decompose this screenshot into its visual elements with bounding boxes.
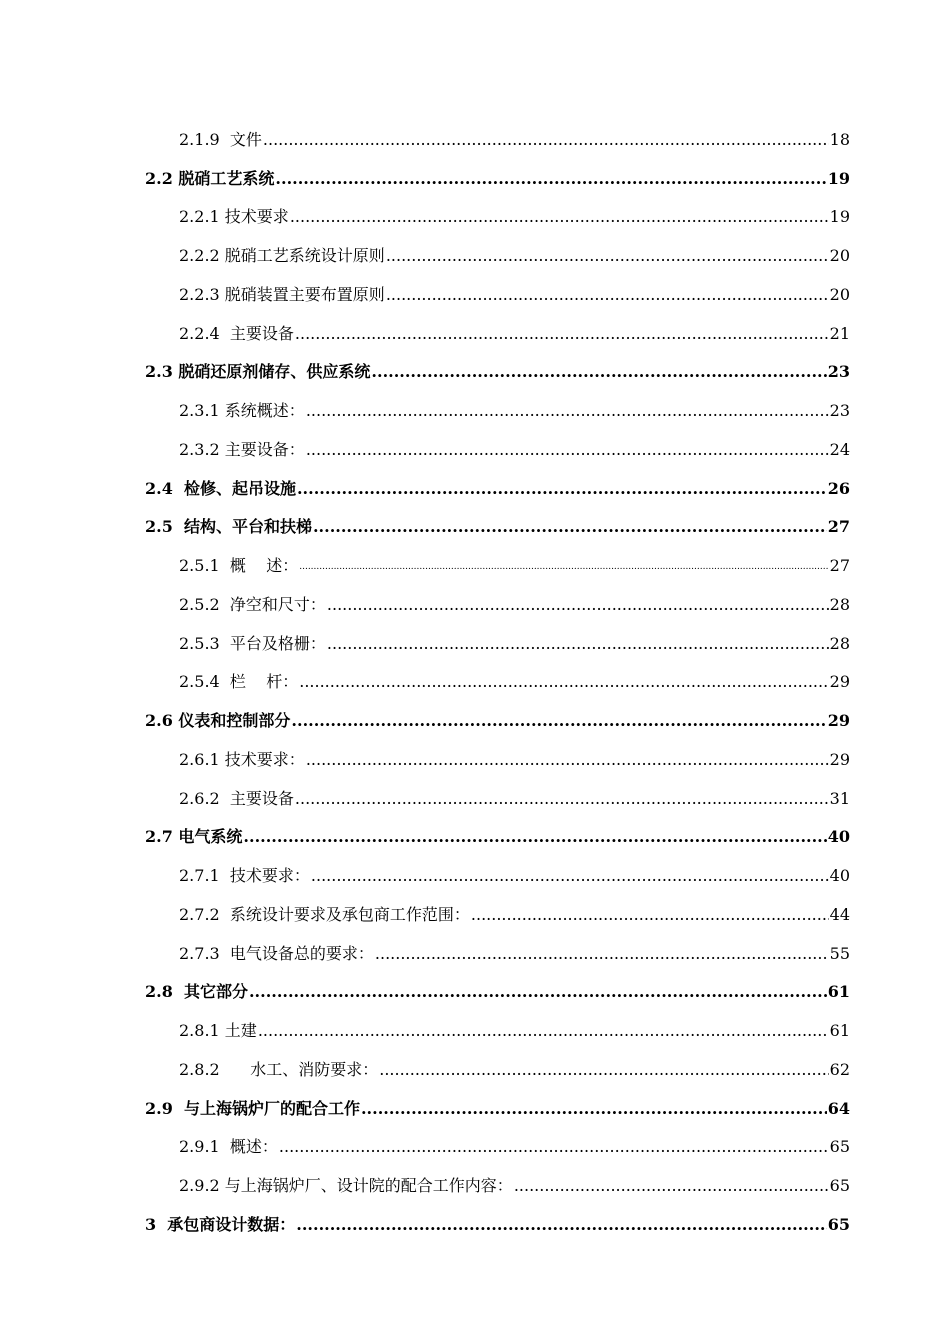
toc-subsection-entry[interactable] — [145, 382, 850, 421]
toc-page-number: 27 — [827, 517, 850, 537]
toc-dot-leader — [295, 789, 829, 809]
toc-page-number: 29 — [827, 711, 850, 730]
toc-dot-leader — [375, 944, 829, 964]
toc-page-number: 65 — [829, 1137, 850, 1157]
toc-entry-title: 2.5.3 平台及格栅： — [179, 633, 326, 653]
toc-dot-leader — [327, 634, 829, 654]
toc-subsection-entry[interactable] — [145, 305, 850, 344]
toc-subsection-entry[interactable] — [145, 1002, 850, 1041]
toc-dot-leader — [471, 905, 829, 925]
toc-entry-title: 2.4 检修、起吊设施 — [145, 478, 296, 498]
toc-page-number: 31 — [829, 788, 850, 808]
toc-entry-title: 2.2.1 技术要求 — [179, 207, 289, 227]
toc-page-number: 65 — [829, 1176, 850, 1195]
toc-subsection-entry[interactable] — [145, 266, 850, 305]
toc-entry-title: 2.6.2 主要设备 — [179, 788, 294, 808]
toc-page-number: 29 — [829, 672, 850, 692]
toc-entry-title: 2.5 结构、平台和扶梯 — [145, 517, 312, 537]
toc-entry-title: 2.9.2 与上海锅炉厂、设计院的配合工作内容： — [179, 1176, 513, 1195]
toc-entry-title: 2.7.3 电气设备总的要求： — [179, 943, 374, 963]
toc-page-number: 55 — [829, 943, 850, 963]
toc-section-entry[interactable] — [145, 809, 850, 848]
toc-page-number: 24 — [829, 439, 850, 459]
toc-entry-title: 2.2.2 脱硝工艺系统设计原则 — [179, 246, 385, 265]
toc-page-number: 40 — [827, 827, 850, 847]
toc-page-number: 40 — [829, 866, 850, 885]
toc-dot-leader — [299, 558, 828, 576]
toc-subsection-entry[interactable] — [145, 576, 850, 615]
toc-dot-leader — [386, 246, 829, 266]
toc-page-number: 64 — [827, 1098, 850, 1118]
toc-entry-title: 2.7.1 技术要求： — [179, 866, 310, 885]
toc-subsection-entry[interactable] — [145, 847, 850, 886]
toc-subsection-entry[interactable] — [145, 189, 850, 228]
toc-dot-leader — [379, 1060, 828, 1080]
toc-page-number: 19 — [829, 207, 850, 227]
toc-dot-leader — [361, 1099, 827, 1119]
toc-subsection-entry[interactable] — [145, 654, 850, 693]
toc-entry-title: 2.7.2 系统设计要求及承包商工作范围： — [179, 904, 470, 924]
toc-entry-title: 2.2.3 脱硝装置主要布置原则 — [179, 284, 385, 304]
toc-entry-title: 3 承包商设计数据： — [145, 1214, 296, 1234]
toc-subsection-entry[interactable] — [145, 615, 850, 654]
toc-entry-title: 2.9.1 概述： — [179, 1137, 278, 1157]
table-of-contents — [145, 111, 850, 1235]
toc-entry-title: 2.3 脱硝还原剂储存、供应系统 — [145, 362, 371, 382]
toc-dot-leader — [371, 362, 826, 382]
toc-subsection-entry[interactable] — [145, 1119, 850, 1158]
toc-page-number: 21 — [829, 323, 850, 343]
toc-dot-leader — [291, 711, 826, 731]
toc-dot-leader — [279, 1137, 829, 1157]
toc-entry-title: 2.2.4 主要设备 — [179, 323, 294, 343]
toc-page-number: 23 — [827, 362, 850, 382]
toc-section-entry[interactable] — [145, 1196, 850, 1235]
toc-dot-leader — [311, 866, 829, 886]
toc-entry-title: 2.6.1 技术要求： — [179, 749, 305, 769]
toc-section-entry[interactable] — [145, 964, 850, 1003]
toc-section-entry[interactable] — [145, 692, 850, 731]
toc-entry-title: 2.1.9 文件 — [179, 129, 262, 149]
toc-dot-leader — [306, 401, 829, 421]
toc-section-entry[interactable] — [145, 344, 850, 383]
toc-entry-title: 2.6 仪表和控制部分 — [145, 711, 291, 730]
toc-page-number: 28 — [829, 594, 850, 614]
toc-subsection-entry[interactable] — [145, 1157, 850, 1196]
toc-page-number: 44 — [829, 904, 850, 924]
toc-page-number: 27 — [829, 556, 850, 575]
toc-subsection-entry[interactable] — [145, 421, 850, 460]
toc-subsection-entry[interactable] — [145, 227, 850, 266]
toc-dot-leader — [327, 595, 829, 615]
toc-subsection-entry[interactable] — [145, 1041, 850, 1080]
toc-page-number: 61 — [827, 982, 850, 1002]
toc-dot-leader — [290, 207, 829, 227]
toc-section-entry[interactable] — [145, 1080, 850, 1119]
toc-entry-title: 2.2 脱硝工艺系统 — [145, 168, 275, 188]
toc-dot-leader — [297, 479, 827, 499]
toc-entry-title: 2.8 其它部分 — [145, 982, 248, 1002]
toc-page-number: 29 — [829, 749, 850, 769]
toc-section-entry[interactable] — [145, 150, 850, 189]
toc-subsection-entry[interactable] — [145, 770, 850, 809]
toc-dot-leader — [306, 440, 829, 460]
toc-subsection-entry[interactable] — [145, 925, 850, 964]
toc-page-number: 20 — [829, 246, 850, 265]
toc-entry-title: 2.8.2 水工、消防要求： — [179, 1059, 379, 1079]
toc-section-entry[interactable] — [145, 460, 850, 499]
toc-section-entry[interactable] — [145, 499, 850, 538]
toc-subsection-entry[interactable] — [145, 886, 850, 925]
toc-page-number: 65 — [827, 1214, 850, 1234]
toc-entry-title: 2.7 电气系统 — [145, 827, 243, 847]
toc-page-number: 28 — [829, 633, 850, 653]
toc-page-number: 23 — [829, 401, 850, 420]
toc-page-number: 18 — [829, 129, 850, 149]
toc-entry-title: 2.9 与上海锅炉厂的配合工作 — [145, 1098, 360, 1118]
toc-page-number: 20 — [829, 284, 850, 304]
toc-entry-title: 2.3.2 主要设备： — [179, 439, 305, 459]
toc-entry-title: 2.5.1 概 述： — [179, 556, 299, 575]
toc-entry-title: 2.3.1 系统概述： — [179, 401, 305, 420]
toc-dot-leader — [275, 169, 826, 189]
toc-page-number: 62 — [829, 1059, 850, 1079]
toc-subsection-entry[interactable] — [145, 111, 850, 150]
toc-page-number: 19 — [827, 168, 850, 188]
toc-entry-title: 2.5.4 栏 杆： — [179, 672, 299, 692]
toc-dot-leader — [386, 285, 829, 305]
toc-dot-leader — [243, 827, 826, 847]
toc-page-number: 61 — [829, 1021, 850, 1040]
toc-subsection-entry[interactable] — [145, 537, 850, 576]
toc-dot-leader — [306, 750, 829, 770]
toc-entry-title: 2.5.2 净空和尺寸： — [179, 594, 326, 614]
toc-page-number: 26 — [827, 478, 850, 498]
toc-dot-leader — [299, 672, 828, 692]
toc-dot-leader — [313, 517, 827, 537]
toc-dot-leader — [514, 1176, 829, 1196]
toc-dot-leader — [249, 982, 827, 1002]
toc-dot-leader — [295, 324, 829, 344]
toc-dot-leader — [258, 1021, 829, 1041]
toc-dot-leader — [263, 130, 829, 150]
toc-dot-leader — [296, 1215, 826, 1235]
toc-entry-title: 2.8.1 土建 — [179, 1021, 257, 1040]
toc-subsection-entry[interactable] — [145, 731, 850, 770]
